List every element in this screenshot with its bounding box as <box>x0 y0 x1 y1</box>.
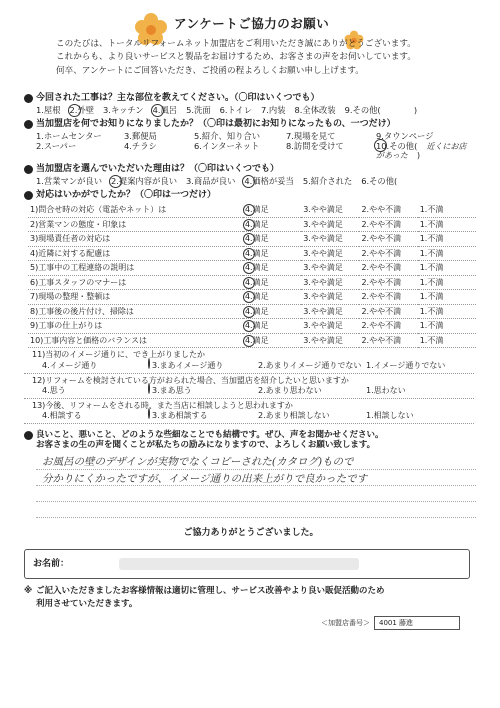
option[interactable]: 1.思わない <box>366 386 406 396</box>
store-number: 4001 藤進 <box>374 616 460 630</box>
rating-selected[interactable]: 4.満足 <box>243 319 301 334</box>
rating-option[interactable]: 3.やや満足 <box>301 304 359 319</box>
option[interactable]: 6.トイレ <box>219 104 252 115</box>
table-row <box>28 319 476 334</box>
option-selected[interactable]: 3.まあイメージ通り <box>150 361 258 371</box>
option-selected[interactable]: 10.その他( 近くにお店があった ) <box>376 140 467 161</box>
rating-selected[interactable]: 4.満足 <box>243 304 301 319</box>
option[interactable]: 1.営業マンが良い <box>36 176 102 187</box>
rating-option[interactable]: 2.やや不満 <box>359 232 417 247</box>
row-question: 4)近隣に対する配慮は <box>28 246 243 261</box>
circle-mark <box>148 408 150 419</box>
question-4-11: 11)当初のイメージ通りに、でき上がりましたか <box>32 350 206 360</box>
rating-option[interactable]: 1.不満 <box>418 217 476 232</box>
question-1: 今回された工事は？主な部位を教えてください。（〇印はいくつでも） <box>24 93 478 104</box>
bullet-icon <box>24 94 33 103</box>
question-4-11-options <box>24 361 474 374</box>
circle-mark <box>243 233 255 245</box>
option[interactable]: 4.イメージ通り <box>42 361 98 371</box>
rating-option[interactable]: 1.不満 <box>418 203 476 218</box>
question-2-options <box>24 132 478 162</box>
question-1-options <box>24 106 478 116</box>
rating-selected[interactable]: 4.満足 <box>243 217 301 232</box>
option-selected[interactable]: 2.提案内容が良い <box>111 176 177 187</box>
rating-option[interactable]: 3.やや満足 <box>301 333 359 348</box>
option[interactable]: 2.スーパー <box>36 140 77 151</box>
row-question: 3)現場責任者の対応は <box>28 232 243 247</box>
table-row <box>28 232 476 247</box>
comment-question: 良いこと、悪いこと、どのような些細なことでも結構です。ぜひ、声をお聞かせください。 <box>24 430 478 440</box>
table-row <box>28 261 476 276</box>
option[interactable]: 7.内装 <box>261 104 286 115</box>
row-question: 6)工事スタッフのマナーは <box>28 275 243 290</box>
rating-option[interactable]: 3.やや満足 <box>301 319 359 334</box>
option[interactable]: 2.あまり相談しない <box>258 411 330 421</box>
row-question: 1)問合せ時の対応（電話やネット）は <box>28 203 243 218</box>
rating-option[interactable]: 3.やや満足 <box>301 275 359 290</box>
intro-text: このたびは、トータルリフォームネット加盟店をご利用いただき誠にありがとうございます。 これからも、より良いサービスと製品をお届けするため、お客さまの声をお伺いしています。 何卒、アンケートにご回答いただき、ご投函の程よろしくお願い申し上げます。 <box>56 39 416 76</box>
question-3: 当加盟店を選んでいただいた理由は？（〇印はいくつでも） <box>24 164 478 175</box>
option[interactable]: 4.思う <box>42 386 66 396</box>
option[interactable]: 3.郵便局 <box>124 130 157 141</box>
question-4-13: 13)今後、リフォームをされる時、また当店に相談しようと思われますか <box>32 400 293 410</box>
rating-option[interactable]: 3.やや満足 <box>301 290 359 305</box>
rating-option[interactable]: 2.やや不満 <box>359 203 417 218</box>
circle-mark <box>243 204 255 216</box>
comment-textarea[interactable] <box>36 454 476 518</box>
rating-option[interactable]: 2.やや不満 <box>359 261 417 276</box>
store-number-row <box>24 616 478 630</box>
rating-selected[interactable]: 4.満足 <box>243 333 301 348</box>
comment-question-line2: お客さまの生の声を聞くことが私たちの励みになりますので、よろしくお願い致します。 <box>36 440 376 451</box>
question-4-12: 12)リフォームを検討されている方がおられた場合、当加盟店を紹介したいと思いますか <box>32 375 349 385</box>
table-row <box>28 290 476 305</box>
option-selected[interactable]: 2.外壁 <box>69 104 95 115</box>
rating-option[interactable]: 2.やや不満 <box>359 275 417 290</box>
row-question: 8)工事後の後片付け、掃除は <box>28 304 243 319</box>
option[interactable]: 8.全体改装 <box>294 104 336 115</box>
rating-option[interactable]: 2.やや不満 <box>359 319 417 334</box>
rating-option[interactable]: 1.不満 <box>418 275 476 290</box>
rating-option[interactable]: 1.不満 <box>418 261 476 276</box>
option[interactable]: 5.洗面 <box>186 104 211 115</box>
table-row <box>28 333 476 348</box>
name-field[interactable] <box>24 549 470 579</box>
option[interactable]: 6.その他( <box>361 176 398 187</box>
option[interactable]: 8.訪問を受けて <box>286 140 344 151</box>
option[interactable]: 9.その他( ) <box>344 104 418 115</box>
rating-option[interactable]: 3.やや満足 <box>301 232 359 247</box>
bullet-icon <box>24 120 33 129</box>
option[interactable]: 5.紹介された <box>302 176 353 187</box>
circle-mark <box>243 248 255 260</box>
other-handwritten: 近くにお店があった <box>376 141 467 161</box>
header <box>24 10 478 90</box>
question-2: 当加盟店を何でお知りになりましたか？（〇印は最初にお知りになったもの、一つだけ） <box>24 119 478 130</box>
redacted-name <box>119 558 359 570</box>
privacy-note: ※ ご記入いただきましたお客様情報は適切に管理し、サービス改善やより良い販促活動のため 利用させていただきます。 <box>24 585 478 610</box>
circle-mark <box>243 306 255 318</box>
question-4: 対応はいかがでしたか？（〇印は一つだけ） <box>24 190 478 201</box>
table-row <box>28 246 476 261</box>
table-row <box>28 203 476 218</box>
row-question: 10)工事内容と価格のバランスは <box>28 333 243 348</box>
option[interactable]: 1.相談しない <box>366 411 414 421</box>
handwritten-comment: お風呂の壁のデザインが実物でなくコピーされた(カタログ)もので 分かりにくかったですが、イメージ通りの出来上がりで良かったです <box>42 456 368 486</box>
option[interactable]: 1.ホームセンター <box>36 130 102 141</box>
thanks-message: ご協力ありがとうございました。 <box>183 528 319 539</box>
option[interactable]: 3.商品が良い <box>186 176 236 187</box>
rating-selected[interactable]: 4.満足 <box>243 275 301 290</box>
option[interactable]: 1.屋根 <box>36 104 61 115</box>
rating-option[interactable]: 2.やや不満 <box>359 304 417 319</box>
page-title: アンケートご協力のお願い <box>174 16 330 31</box>
question-4-12-options <box>24 386 474 399</box>
rating-selected[interactable]: 4.満足 <box>243 290 301 305</box>
option[interactable]: 5.紹介、知り合い <box>194 130 260 141</box>
rating-option[interactable]: 1.不満 <box>418 290 476 305</box>
rating-selected[interactable]: 4.満足 <box>243 261 301 276</box>
circle-mark <box>243 320 255 332</box>
row-question: 7)現場の整理・整頓は <box>28 290 243 305</box>
rating-selected[interactable]: 4.満足 <box>243 203 301 218</box>
option-selected[interactable]: 4.価格が妥当 <box>244 176 294 187</box>
circle-mark <box>148 358 150 369</box>
option-selected[interactable]: 3.まあ相談する <box>150 411 258 421</box>
rating-option[interactable]: 2.やや不満 <box>359 333 417 348</box>
circle-mark <box>243 335 255 347</box>
table-row <box>28 304 476 319</box>
table-row <box>28 217 476 232</box>
store-label: ＜加盟店番号＞ <box>321 618 370 627</box>
rating-option[interactable]: 3.やや満足 <box>301 261 359 276</box>
rating-option[interactable]: 3.やや満足 <box>301 217 359 232</box>
option[interactable]: 2.あまりイメージ通りでない <box>258 361 362 371</box>
option[interactable]: 1.イメージ通りでない <box>366 361 446 371</box>
circle-mark <box>148 383 150 394</box>
satisfaction-table <box>28 203 476 349</box>
option[interactable]: 7.現場を見て <box>286 130 336 141</box>
option-selected[interactable]: 4.風呂 <box>152 104 178 115</box>
option[interactable]: 3.キッチン <box>103 104 144 115</box>
row-question: 9)工事の仕上がりは <box>28 319 243 334</box>
option[interactable]: 2.あまり思わない <box>258 386 322 396</box>
table-row <box>28 275 476 290</box>
option[interactable]: 6.インターネット <box>194 140 260 151</box>
rating-option[interactable]: 1.不満 <box>418 333 476 348</box>
question-4-13-options <box>24 411 474 424</box>
rating-option[interactable]: 2.やや不満 <box>359 217 417 232</box>
rating-option[interactable]: 3.やや満足 <box>301 246 359 261</box>
rating-option[interactable]: 3.やや満足 <box>301 203 359 218</box>
name-label: お名前： <box>33 558 70 569</box>
row-question: 2)営業マンの態度・印象は <box>28 217 243 232</box>
circle-mark <box>243 262 255 274</box>
rating-option[interactable]: 1.不満 <box>418 304 476 319</box>
option[interactable]: 4.相談する <box>42 411 82 421</box>
rating-option[interactable]: 2.やや不満 <box>359 246 417 261</box>
circle-mark <box>243 291 255 303</box>
rating-option[interactable]: 2.やや不満 <box>359 290 417 305</box>
rating-option[interactable]: 1.不満 <box>418 319 476 334</box>
bullet-icon <box>24 191 33 200</box>
rating-selected[interactable]: 4.満足 <box>243 232 301 247</box>
question-3-options <box>24 177 478 187</box>
circle-mark <box>243 219 255 231</box>
circle-mark <box>243 277 255 289</box>
option[interactable]: 9.タウンページ <box>376 130 434 141</box>
rating-option[interactable]: 1.不満 <box>418 246 476 261</box>
rating-selected[interactable]: 4.満足 <box>243 246 301 261</box>
bullet-icon <box>24 431 33 440</box>
option-selected[interactable]: 3.まあ思う <box>150 386 258 396</box>
option[interactable]: 4.チラシ <box>124 140 157 151</box>
rating-option[interactable]: 1.不満 <box>418 232 476 247</box>
bullet-icon <box>24 165 33 174</box>
row-question: 5)工事中の工程連絡の説明は <box>28 261 243 276</box>
